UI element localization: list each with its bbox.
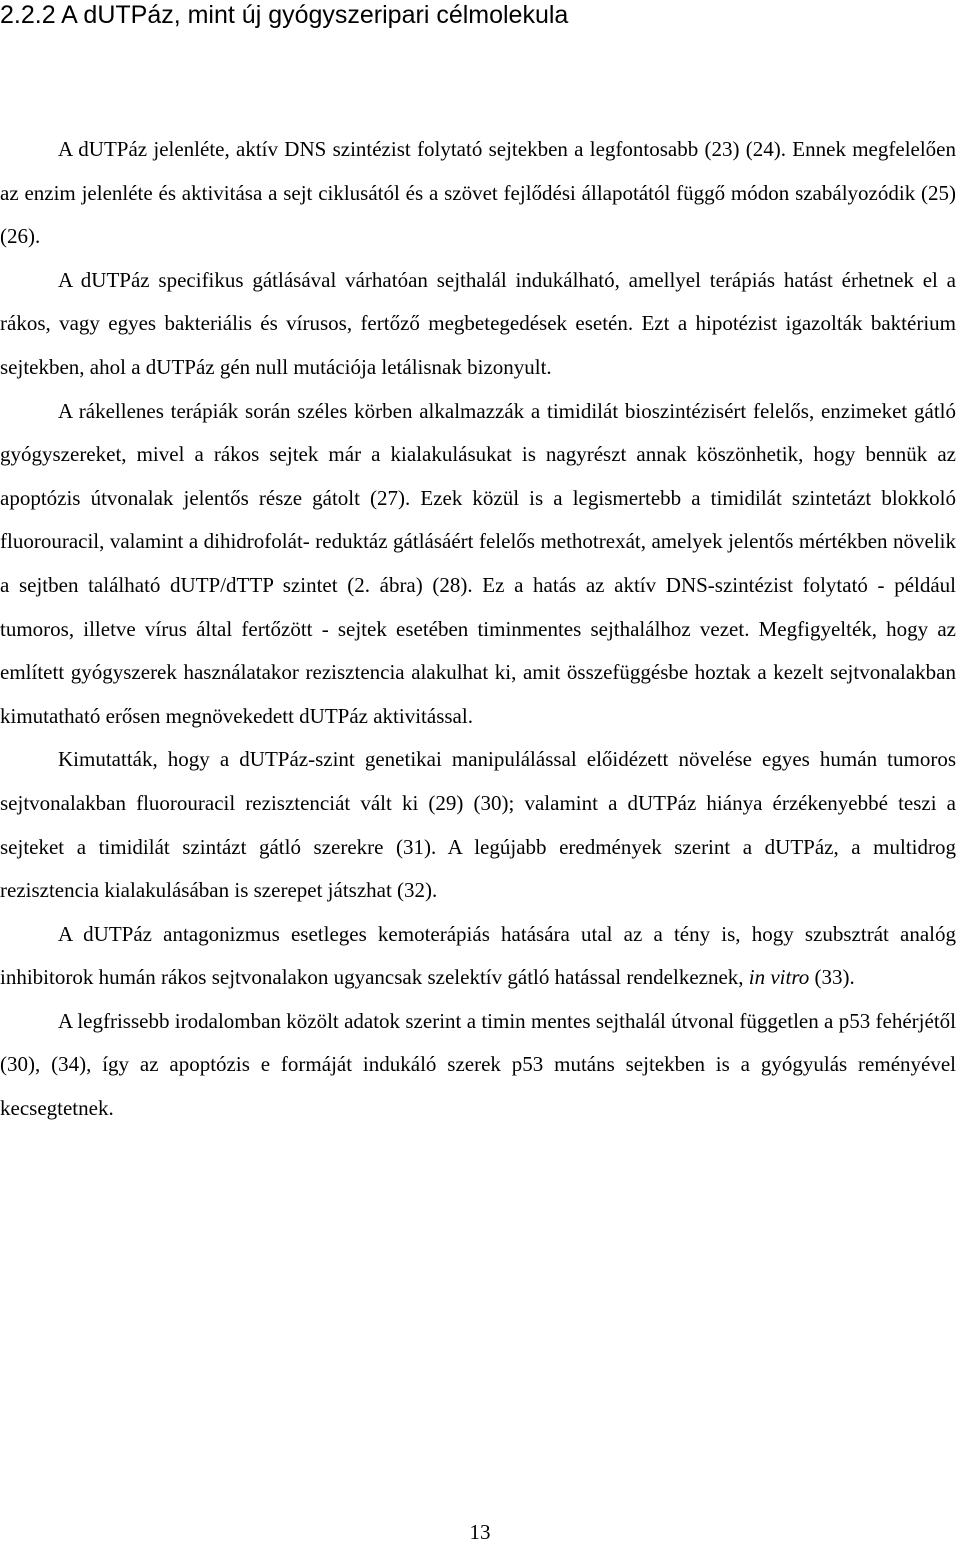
section-heading: 2.2.2 A dUTPáz, mint új gyógyszeripari célmolekula bbox=[0, 1, 569, 29]
paragraph-5-text-after: (33). bbox=[809, 965, 855, 990]
page-number: 13 bbox=[469, 1520, 491, 1544]
paragraph-6: A legfrissebb irodalomban közölt adatok szerint a timin mentes sejthalál útvonal független a p53 fehérjétől (30), (34), így az apoptózis e formáját indukáló szerek p53 mutáns sejtekben is a gyógyulás reményével kecsegtetnek. bbox=[0, 1008, 956, 1121]
body-text bbox=[0, 128, 956, 1131]
paragraph-2: A dUTPáz specifikus gátlásával várhatóan sejthalál indukálható, amellyel terápiás hatást érhetnek el a rákos, vagy egyes bakteriális és vírusos, fertőző megbetegedések esetén. Ezt a hipotézist igazolták baktérium sejtekben, ahol a dUTPáz gén null mutációja letálisnak bizonyult. bbox=[0, 267, 956, 379]
paragraph-1: A dUTPáz jelenléte, aktív DNS szintézist folytató sejtekben a legfontosabb (23) (24). Ennek megfelelően az enzim jelenléte és aktivitása a sejt ciklusától és a szövet fejlődési állapotától függő módon szabályozódik (25) (26). bbox=[0, 137, 956, 249]
paragraph-5 bbox=[0, 913, 956, 1000]
paragraph-5-text-before: A dUTPáz antagonizmus esetleges kemoterápiás hatására utal az a tény is, hogy szubsztrát analóg inhibitorok humán rákos sejtvonalakon ugyancsak szelektív gátló hatással rendelkeznek, bbox=[0, 921, 956, 990]
paragraph-5-italic: in vitro bbox=[748, 965, 810, 990]
paragraph-3: A rákellenes terápiák során széles körben alkalmazzák a timidilát bioszintézisért felelős, enzimeket gátló gyógyszereket, mivel a rákos sejtek már a kialakulásukat is nagyrészt annak köszönhetik, hogy bennük az apoptózis útvonalak jelentős része gátolt (27). Ezek közül is a legismertebb a timidilát szintetázt blokkoló fluorouracil, valamint a dihidrofolát- reduktáz gátlásáért felelős methotrexát, amelyek jelentős mértékben növelik a sejtben található dUTP/dTTP szintet (2. ábra) (28). Ez a hatás az aktív DNS-szintézist folytató - például tumoros, illetve vírus által fertőzött - sejtek esetében timinmentes sejthalálhoz vezet. Megfigyelték, hogy az említett gyógyszerek használatakor rezisztencia alakulhat ki, amit összefüggésbe hoztak a kezelt sejtvonalakban kimutatható erősen megnövekedett dUTPáz aktivitással. bbox=[0, 398, 956, 728]
paragraph-4: Kimutatták, hogy a dUTPáz-szint genetikai manipulálással előidézett növelése egyes humán tumoros sejtvonalakban fluorouracil rezisztenciát vált ki (29) (30); valamint a dUTPáz hiánya érzékenyebbé teszi a sejteket a timidilát szintázt gátló szerekre (31). A legújabb eredmények szerint a dUTPáz, a multidrog rezisztencia kialakulásában is szerepet játszhat (32). bbox=[0, 747, 956, 903]
